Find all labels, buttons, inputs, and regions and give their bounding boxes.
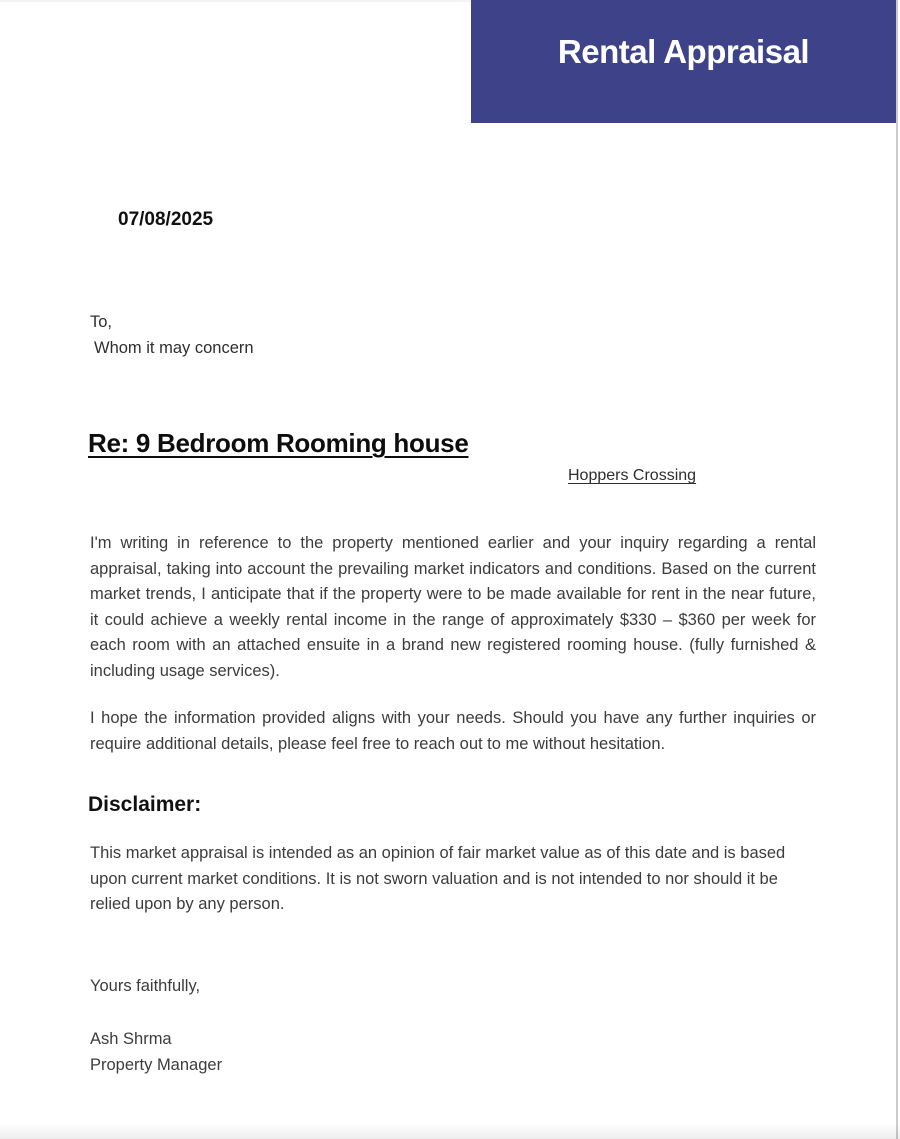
document-title: Rental Appraisal xyxy=(557,32,810,70)
letter-date: 07/08/2025 xyxy=(118,209,214,230)
closing-line: Yours faithfully, xyxy=(90,977,201,995)
page-edge-right xyxy=(896,0,898,1139)
body-paragraph-2: I hope the information provided aligns with your needs. Should you have any further inquiries or require additional details, please feel free to reach out to me without hesitation. xyxy=(90,709,816,753)
signature-name: Ash Shrma xyxy=(90,1030,172,1048)
page-edge-bottom xyxy=(0,1123,900,1139)
signature-block xyxy=(90,1027,222,1078)
property-location: Hoppers Crossing xyxy=(568,467,697,484)
recipient-salutation: To, xyxy=(90,313,113,331)
signature-title: Property Manager xyxy=(90,1055,223,1074)
header-band xyxy=(471,0,896,123)
disclaimer-heading: Disclaimer: xyxy=(88,793,202,816)
subject-heading: Re: 9 Bedroom Rooming house xyxy=(88,428,469,458)
recipient-name: Whom it may concern xyxy=(94,339,254,357)
recipient-block xyxy=(90,309,254,361)
page-edge-top xyxy=(0,0,471,2)
body-paragraph-1: I'm writing in reference to the property mentioned earlier and your inquiry regarding a rental appraisal, taking into account the prevailing market indicators and conditions. Based on the current market trends, I anticipate that if the property were to be made available for rent in the near future, it could achieve a weekly rental income in the range of approximately $330 – $360 per week for each room with an attached ensuite in a brand new registered rooming house. (fully furnished & including usage services). xyxy=(90,534,816,680)
disclaimer-paragraph: This market appraisal is intended as an opinion of fair market value as of this date and is based upon current market conditions. It is not sworn valuation and is not intended to nor should it be relied upon by any person. xyxy=(90,844,786,913)
